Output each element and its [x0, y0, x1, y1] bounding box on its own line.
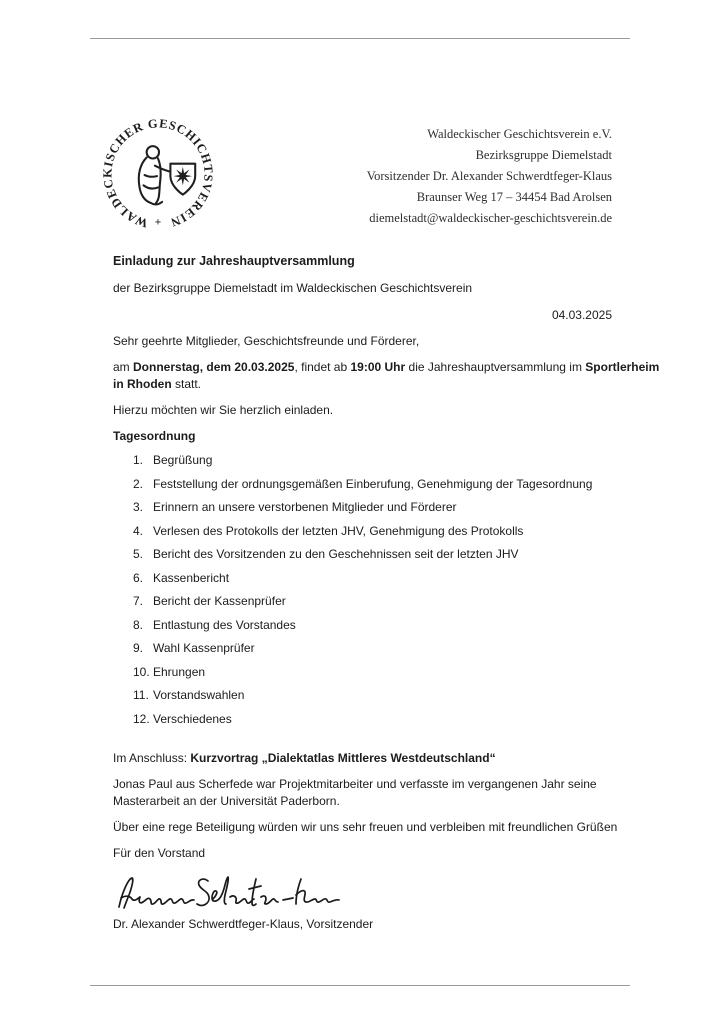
agenda-heading: Tagesordnung — [113, 429, 196, 443]
agenda-item-text: Feststellung der ordnungsgemäßen Einberufung, Genehmigung der Tagesordnung — [153, 476, 593, 491]
seal-cross-icon: + — [154, 216, 162, 229]
closing-line: Über eine rege Beteiligung würden wir uns sehr freuen und verbleiben mit freundlichen Grüßen — [113, 819, 618, 834]
meeting-mid1: , findet ab — [294, 360, 351, 374]
agenda-item-number: 11. — [133, 688, 149, 702]
agenda-item-text: Verschiedenes — [153, 711, 232, 726]
agenda-item-number: 6. — [133, 570, 144, 585]
agenda-item-number: 12. — [133, 711, 150, 726]
bottom-rule — [90, 985, 630, 986]
agenda-item-number: 1. — [133, 453, 144, 467]
agenda-item-text: Vorstandswahlen — [153, 688, 245, 702]
agenda-item — [113, 547, 612, 561]
agenda-item — [113, 665, 612, 679]
agenda-item-text: Begrüßung — [153, 453, 213, 467]
meeting-place-2: in Rhoden — [113, 377, 172, 391]
followup-lecture-title: Kurzvortrag „Dialektatlas Mittleres Westdeutschland“ — [190, 750, 496, 765]
agenda-item-text: Entlastung des Vorstandes — [153, 617, 296, 632]
agenda-item — [113, 641, 612, 655]
letter-subtitle: der Bezirksgruppe Diemelstadt im Waldeckischen Geschichtsverein — [113, 281, 473, 295]
agenda-item — [113, 712, 612, 726]
agenda-item-text: Erinnern an unsere verstorbenen Mitglieder und Förderer — [153, 500, 457, 514]
letterhead-block — [367, 124, 612, 229]
agenda-item — [113, 500, 612, 514]
agenda-item-text: Kassenbericht — [153, 570, 230, 585]
meeting-mid2: die Jahreshauptversammlung im — [405, 360, 586, 374]
agenda-item-number: 8. — [133, 617, 144, 632]
agenda-item — [113, 453, 612, 467]
agenda-item — [113, 618, 612, 632]
agenda-item-number: 3. — [133, 500, 144, 514]
speaker-line-2: Masterarbeit an der Universität Paderborn. — [113, 793, 340, 808]
svg-text:WALDECKISCHER GESCHICHTSVEREIN — [100, 116, 215, 230]
agenda-list — [113, 453, 612, 726]
meeting-place-1: Sportlerheim — [585, 360, 660, 374]
letter-date: 04.03.2025 — [551, 308, 612, 322]
agenda-item — [113, 477, 612, 491]
seal-ring-text: WALDECKISCHER GESCHICHTSVEREIN — [100, 116, 216, 231]
agenda-item-text: Bericht der Kassenprüfer — [153, 594, 286, 608]
agenda-item — [113, 524, 612, 538]
agenda-item — [113, 594, 612, 608]
regards-line: Für den Vorstand — [113, 845, 206, 860]
letter-title: Einladung zur Jahreshauptversammlung — [113, 254, 355, 268]
meeting-pre: am — [113, 360, 134, 374]
speaker-line-1: Jonas Paul aus Scherfede war Projektmitarbeiter und verfasste im vergangenen Jahr seine — [113, 776, 597, 791]
letterhead-email: diemelstadt@waldeckischer-geschichtsverein.de — [369, 211, 612, 225]
agenda-item-number: 10. — [133, 664, 150, 679]
signatory-line: Dr. Alexander Schwerdtfeger-Klaus, Vorsitzender — [113, 916, 374, 931]
meeting-date: Donnerstag, dem 20.03.2025 — [133, 360, 295, 374]
letterhead-chairman: Vorsitzender Dr. Alexander Schwerdtfeger-Klaus — [366, 169, 612, 183]
agenda-item-text: Verlesen des Protokolls der letzten JHV, Genehmigung des Protokolls — [153, 523, 524, 538]
followup-prefix: Im Anschluss: — [113, 750, 191, 765]
agenda-item-number: 9. — [133, 641, 144, 655]
letterhead-address: Braunser Weg 17 – 34454 Bad Arolsen — [416, 190, 612, 204]
salutation: Sehr geehrte Mitglieder, Geschichtsfreunde und Förderer, — [113, 334, 420, 348]
meeting-post: statt. — [171, 377, 202, 391]
agenda-item-text: Bericht des Vorsitzenden zu den Geschehnissen seit der letzten JHV — [153, 547, 519, 561]
invitation-line: Hierzu möchten wir Sie herzlich einladen. — [113, 403, 334, 417]
agenda-item-number: 7. — [133, 594, 144, 608]
seal-shield-star-icon — [170, 164, 195, 195]
agenda-item-number: 4. — [133, 523, 144, 538]
meeting-paragraph — [113, 359, 660, 393]
agenda-item-text: Wahl Kassenprüfer — [153, 641, 255, 655]
agenda-item-text: Ehrungen — [153, 664, 206, 679]
speaker-paragraph — [113, 776, 612, 810]
seal-monk-figure-icon — [139, 146, 172, 204]
agenda-item — [113, 571, 612, 585]
letter-body — [113, 253, 660, 942]
agenda-item-number: 5. — [133, 547, 144, 561]
agenda-item — [113, 688, 612, 702]
letterhead-association: Waldeckischer Geschichtsverein e.V. — [427, 127, 612, 141]
agenda-item-number: 2. — [133, 476, 144, 491]
handwritten-signature — [113, 871, 351, 915]
meeting-time: 19:00 Uhr — [350, 360, 406, 374]
followup-lecture-line — [113, 750, 612, 767]
top-rule — [90, 38, 630, 39]
association-seal-logo — [96, 112, 220, 236]
letterhead-group: Bezirksgruppe Diemelstadt — [475, 148, 612, 162]
